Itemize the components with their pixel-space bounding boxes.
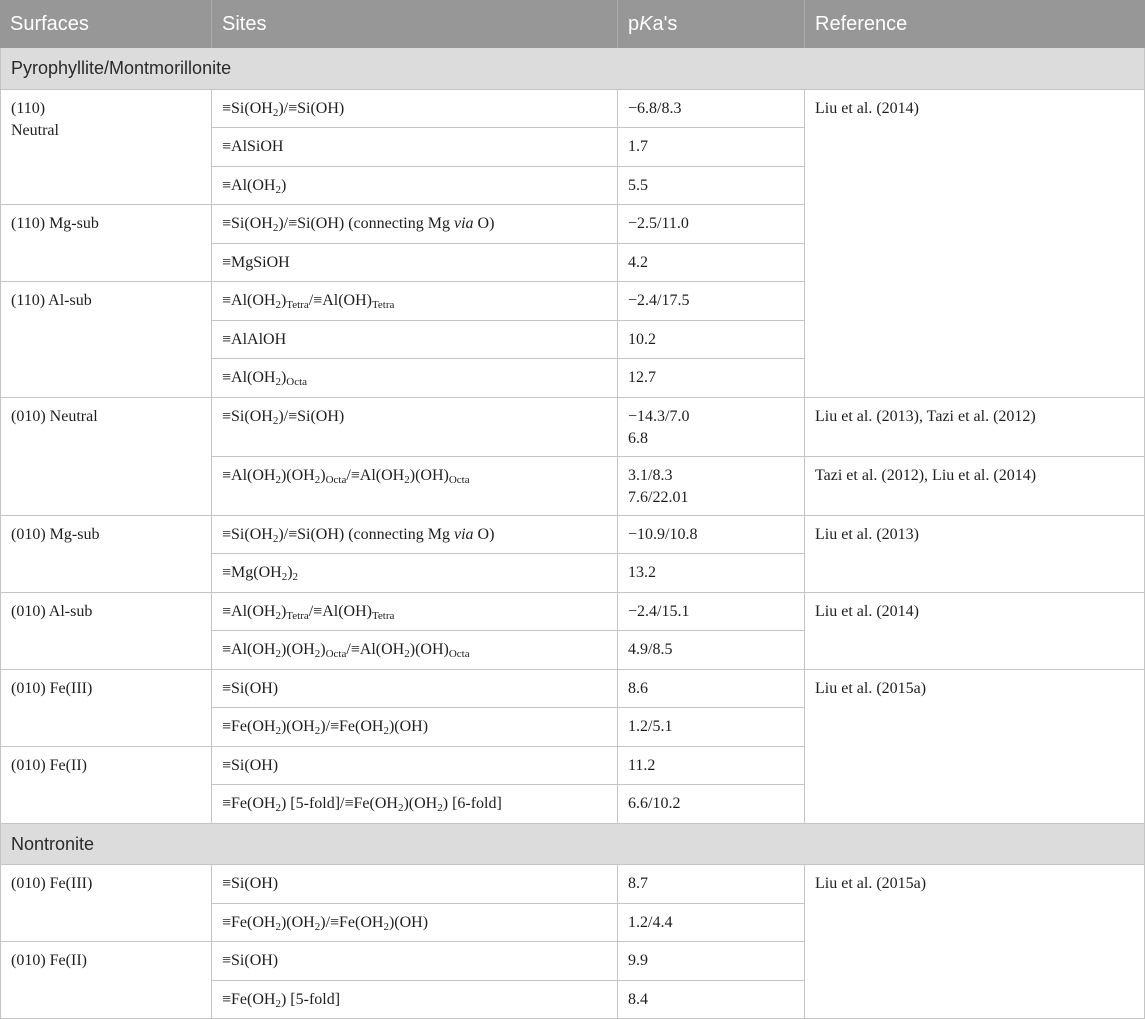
text-run: ≡Si(OH [222, 215, 273, 232]
pka-cell [618, 670, 805, 709]
pka-value: 10.2 [628, 330, 656, 348]
pka-value: 6.6/10.2 [628, 795, 681, 812]
text-run: ≡Si(OH [222, 407, 273, 425]
section-header-row [0, 824, 1145, 866]
pka-cell [618, 321, 805, 360]
site-cell [212, 785, 618, 824]
subscript: 2 [275, 920, 281, 933]
subscript: 2 [275, 183, 281, 196]
pka-value: −10.9/10.8 [628, 525, 698, 543]
subscript: 2 [292, 571, 299, 583]
surface-cell [0, 205, 212, 282]
pka-value: 9.9 [628, 952, 648, 969]
pka-value: −14.3/7.0 [628, 407, 690, 425]
surface-cell [0, 747, 212, 824]
text-run: ≡Si(OH) [222, 756, 279, 774]
pka-value: 8.6 [628, 679, 648, 697]
reference-cell [805, 593, 1145, 670]
text-run: ≡Al(OH [222, 466, 276, 484]
pka-cell [618, 981, 805, 1019]
surface-label: (010) Fe(II) [11, 756, 87, 774]
subscript: 2 [275, 299, 281, 311]
text-run: ≡Si(OH [222, 525, 273, 543]
pka-cell [618, 942, 805, 981]
column-header-label: p [628, 13, 640, 35]
pka-cell [618, 457, 805, 516]
surface-label: Neutral [11, 121, 59, 139]
subscript: 2 [383, 725, 389, 737]
subscript: 2 [272, 222, 279, 234]
surface-label: (010) Fe(III) [11, 875, 93, 892]
reference-cell [805, 457, 1145, 516]
text-run: ) [280, 602, 287, 620]
subscript: 2 [383, 920, 389, 933]
text-run: )/≡Si(OH) (connecting Mg [278, 525, 454, 543]
text-run: ≡Si(OH) [222, 679, 279, 697]
pka-value: 1.2/5.1 [628, 718, 673, 735]
reference-text: Tazi et al. (2012), Liu et al. (2014) [815, 466, 1037, 484]
subscript: Octa [325, 473, 347, 486]
pka-value: 6.8 [628, 429, 648, 447]
text-run: )(OH [403, 795, 438, 812]
text-run: ≡Fe(OH [222, 913, 276, 931]
text-run: ≡Fe(OH [222, 990, 276, 1008]
site-cell [212, 244, 618, 283]
pka-cell [618, 167, 805, 206]
site-cell [212, 747, 618, 786]
text-run: ≡AlSiOH [222, 138, 284, 155]
subscript: Octa [448, 473, 470, 486]
pka-value: 8.7 [628, 875, 648, 892]
pka-value: −2.5/11.0 [628, 215, 689, 232]
subscript: 2 [275, 609, 281, 622]
text-run: /≡Al(OH [346, 466, 405, 484]
subscript: 2 [404, 648, 410, 660]
pka-value: −6.8/8.3 [628, 99, 682, 117]
pka-cell [618, 785, 805, 824]
reference-text: Liu et al. (2015a) [815, 875, 927, 892]
pka-cell [618, 904, 805, 943]
surface-label: (010) Mg-sub [11, 525, 100, 543]
subscript: 2 [272, 532, 279, 545]
column-header-reference [805, 0, 1145, 48]
italic-text: via [453, 215, 474, 232]
site-cell [212, 942, 618, 981]
surface-cell [0, 865, 212, 942]
text-run: ) [287, 564, 293, 581]
reference-text: Liu et al. (2013), Tazi et al. (2012) [815, 407, 1036, 425]
subscript: 2 [275, 725, 281, 737]
surface-cell [0, 90, 212, 206]
subscript: 2 [275, 802, 281, 814]
surface-cell [0, 398, 212, 516]
subscript: Tetra [371, 609, 395, 622]
pka-value: 8.4 [628, 990, 648, 1008]
pka-cell [618, 865, 805, 904]
surface-cell [0, 593, 212, 670]
reference-cell [805, 398, 1145, 457]
text-run: ≡Al(OH [222, 292, 276, 309]
column-header-surfaces [0, 0, 212, 48]
column-header-label: Reference [815, 13, 908, 35]
surface-label: (110) Al-sub [11, 292, 92, 309]
subscript: 2 [281, 571, 288, 583]
pka-cell [618, 593, 805, 632]
subscript: 2 [275, 376, 281, 388]
surface-label: (010) Neutral [11, 407, 98, 425]
text-run: ) [280, 369, 287, 386]
pka-value: 4.2 [628, 253, 648, 271]
text-run: )/≡Fe(OH [320, 913, 384, 931]
italic-text: via [453, 525, 474, 543]
site-cell [212, 205, 618, 244]
site-cell [212, 321, 618, 360]
reference-text: Liu et al. (2014) [815, 99, 919, 117]
pka-value: 3.1/8.3 [628, 466, 673, 484]
subscript: Octa [286, 376, 308, 388]
surface-label: (010) Fe(III) [11, 679, 93, 697]
subscript: Tetra [371, 299, 395, 311]
column-header-label: a's [652, 13, 678, 35]
surface-cell [0, 516, 212, 593]
text-run: )(OH) [409, 466, 449, 484]
site-cell [212, 670, 618, 709]
site-cell [212, 554, 618, 593]
pka-cell [618, 282, 805, 321]
pka-cell [618, 359, 805, 398]
pka-cell [618, 244, 805, 283]
subscript: 2 [314, 648, 321, 660]
text-run: )/≡Si(OH) [278, 407, 345, 425]
subscript: 2 [275, 648, 281, 660]
pka-cell [618, 516, 805, 555]
text-run: O) [473, 215, 495, 232]
text-run: ≡Fe(OH [222, 795, 276, 812]
subscript: Tetra [286, 609, 309, 622]
text-run: /≡Al(OH) [308, 292, 372, 309]
subscript: 2 [404, 473, 410, 486]
text-run: )/≡Si(OH) (connecting Mg [278, 215, 454, 232]
site-cell [212, 631, 618, 670]
text-run: /≡Al(OH [346, 641, 405, 658]
column-header-label: Sites [222, 13, 267, 35]
column-header-sites [212, 0, 618, 48]
subscript: Tetra [286, 299, 309, 311]
text-run: )/≡Si(OH) [278, 99, 345, 117]
reference-cell [805, 865, 1145, 1019]
pka-value: 12.7 [628, 369, 656, 386]
text-run: ≡Fe(OH [222, 718, 276, 735]
pka-value: 7.6/22.01 [628, 488, 689, 506]
site-cell [212, 128, 618, 167]
text-run: ) [280, 176, 287, 194]
subscript: 2 [272, 414, 279, 427]
surface-cell [0, 282, 212, 398]
text-run: O) [473, 525, 495, 543]
text-run: /≡Al(OH) [308, 602, 372, 620]
text-run: ) [5-fold] [280, 990, 341, 1008]
surface-cell [0, 942, 212, 1019]
text-run: ≡Si(OH) [222, 875, 279, 892]
site-cell [212, 516, 618, 555]
pka-value: −2.4/17.5 [628, 292, 690, 309]
text-run: ) [320, 641, 326, 658]
column-header-label: Surfaces [10, 13, 89, 35]
section-title: Pyrophyllite/Montmorillonite [11, 58, 232, 78]
reference-text: Liu et al. (2014) [815, 602, 919, 620]
text-run: ≡Mg(OH [222, 564, 282, 581]
reference-text: Liu et al. (2013) [815, 525, 919, 543]
text-run: )(OH [280, 641, 315, 658]
site-cell [212, 981, 618, 1019]
text-run: )(OH [280, 913, 315, 931]
site-cell [212, 359, 618, 398]
pka-cell [618, 554, 805, 593]
text-run: ≡Al(OH [222, 602, 276, 620]
site-cell [212, 457, 618, 516]
reference-cell [805, 670, 1145, 824]
section-title: Nontronite [11, 833, 95, 854]
subscript: 2 [272, 106, 279, 119]
surface-label: (010) Al-sub [11, 602, 93, 620]
text-run: ≡Al(OH [222, 641, 276, 658]
text-run: ≡MgSiOH [222, 253, 290, 271]
pka-cell [618, 90, 805, 129]
italic-text: K [639, 13, 653, 35]
text-run: ≡Si(OH) [222, 952, 279, 969]
text-run: ≡AlAlOH [222, 330, 287, 348]
text-run: )(OH [280, 466, 315, 484]
subscript: 2 [275, 997, 281, 1010]
surface-cell [0, 670, 212, 747]
text-run: ≡Si(OH [222, 99, 273, 117]
section-header-row [0, 48, 1145, 90]
pka-cell [618, 747, 805, 786]
text-run: )(OH) [409, 641, 449, 658]
subscript: 2 [437, 802, 443, 814]
site-cell [212, 593, 618, 632]
subscript: Octa [325, 648, 347, 660]
text-run: ) [320, 466, 326, 484]
text-run: )/≡Fe(OH [320, 718, 384, 735]
pka-value: 13.2 [628, 564, 656, 581]
subscript: 2 [275, 473, 281, 486]
text-run: ) [280, 292, 287, 309]
site-cell [212, 865, 618, 904]
site-cell [212, 90, 618, 129]
text-run: )(OH) [388, 718, 429, 735]
pka-value: 4.9/8.5 [628, 641, 673, 658]
surface-label: (010) Fe(II) [11, 952, 87, 969]
pka-value: 1.2/4.4 [628, 913, 673, 931]
reference-cell [805, 516, 1145, 593]
pka-value: 5.5 [628, 176, 648, 194]
site-cell [212, 398, 618, 457]
pka-cell [618, 205, 805, 244]
pka-cell [618, 631, 805, 670]
column-header-pka [618, 0, 805, 48]
subscript: 2 [314, 725, 321, 737]
surface-label: (110) Mg-sub [11, 215, 99, 232]
site-cell [212, 904, 618, 943]
text-run: )(OH) [388, 913, 429, 931]
subscript: 2 [397, 802, 404, 814]
site-cell [212, 282, 618, 321]
reference-text: Liu et al. (2015a) [815, 679, 927, 697]
reference-cell [805, 90, 1145, 398]
site-cell [212, 708, 618, 747]
subscript: 2 [314, 920, 321, 933]
pka-cell [618, 398, 805, 457]
text-run: )(OH [280, 718, 315, 735]
text-run: ≡Al(OH [222, 176, 276, 194]
pka-value: 11.2 [628, 756, 656, 774]
text-run: ) [6-fold] [442, 795, 502, 812]
pka-value: −2.4/15.1 [628, 602, 690, 620]
pka-cell [618, 708, 805, 747]
text-run: ) [5-fold]/≡Fe(OH [280, 795, 398, 812]
pka-value: 1.7 [628, 138, 648, 155]
site-cell [212, 167, 618, 206]
pka-cell [618, 128, 805, 167]
text-run: ≡Al(OH [222, 369, 276, 386]
surface-label: (110) [11, 99, 46, 117]
subscript: 2 [314, 473, 321, 486]
subscript: Octa [448, 648, 470, 660]
